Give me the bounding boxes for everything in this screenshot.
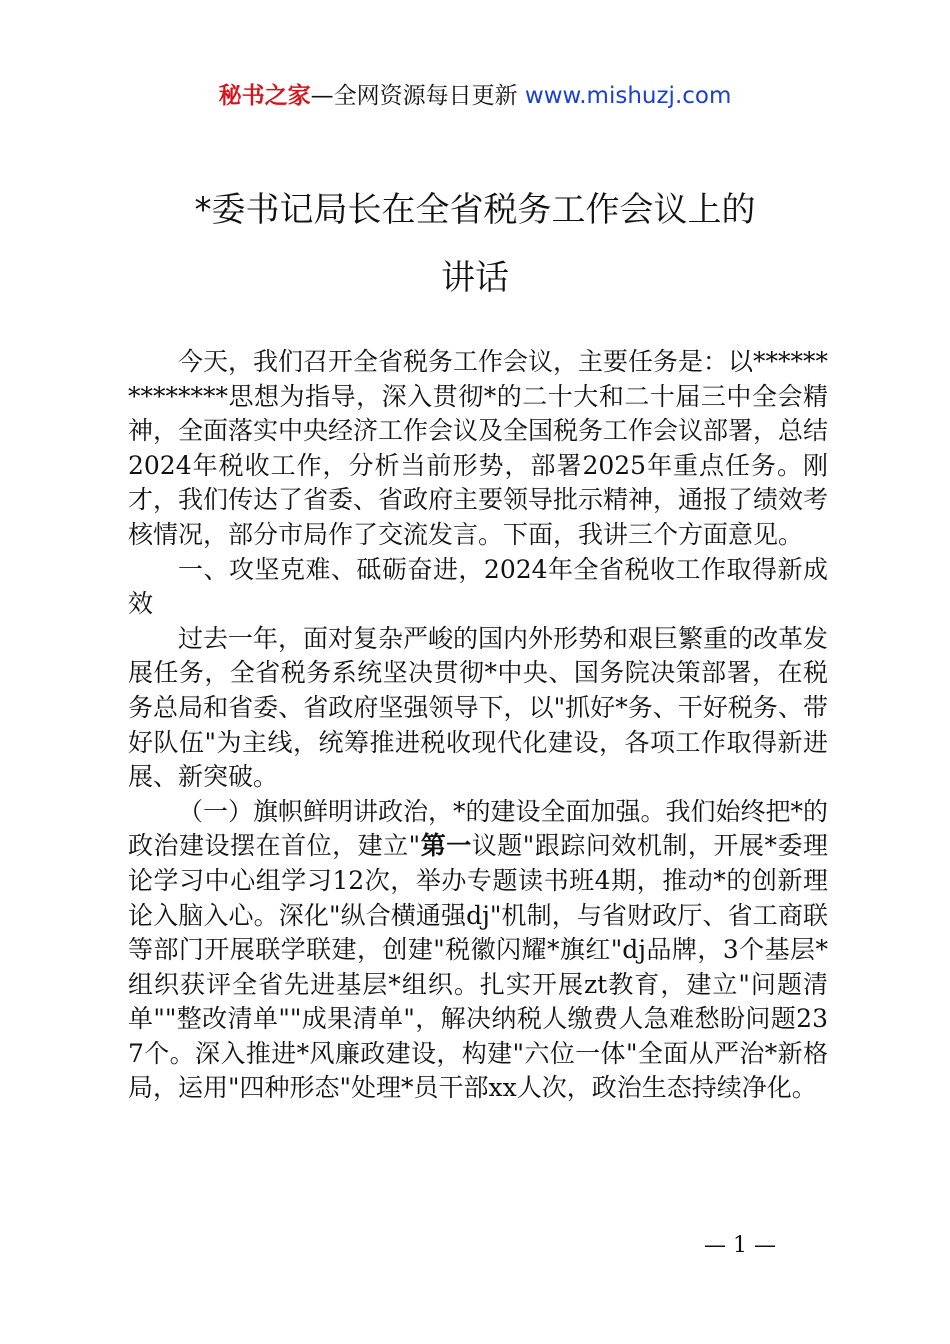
section-1-heading: 一、攻坚克难、砥砺奋进，2024年全省税收工作取得新成效: [128, 554, 828, 619]
subsection-1-bold-text: 第一: [420, 831, 472, 861]
title-line-1: *委书记局长在全省税务工作会议上的: [194, 190, 756, 230]
page-number: — 1 —: [704, 1233, 776, 1258]
document-title: [90, 176, 860, 312]
document-body: [128, 345, 828, 1106]
subsection-1-text-b: 议题"跟踪问效机制，开展*委理论学习中心组学习12次，举办专题读书班4期，推动*的创新理论入脑入心。深化"纵合横通强dj"机制，与省财政厅、省工商联等部门开展联学联建，创建"税徽闪耀*旗红"dj品牌，3个基层*组织获评全省先进基层*组织。扎实开展zt教育，建立"问题清单""整改清单""成果清单"，解决纳税人缴费人急难愁盼问题237个。深入推进*风廉政建设，构建"六位一体"全面从严治*新格局，运用"四种形态"处理*员干部xx人次，政治生态持续净化。: [128, 831, 828, 1103]
banner-slogan: —全网资源每日更新: [310, 83, 518, 109]
title-line-2: 讲话: [441, 258, 509, 298]
intro-paragraph: 今天，我们召开全省税务工作会议，主要任务是：以**************思想为指导，深入贯彻*的二十大和二十届三中全会精神，全面落实中央经济工作会议及全国税务工作会议部署，总结2024年税收工作，分析当前形势，部署2025年重点任务。刚才，我们传达了省委、省政府主要领导批示精神，通报了绩效考核情况，部分市局作了交流发言。下面，我讲三个方面意见。: [128, 347, 829, 549]
subsection-1-text-a: （一）旗帜鲜明讲政治，*的建设全面加强。我们始终把*的政治建设摆在首位，建立": [128, 796, 829, 861]
site-banner: [0, 80, 950, 112]
banner-brand: 秘书之家: [218, 83, 311, 109]
banner-url-link[interactable]: www.mishuzj.com: [524, 83, 732, 109]
section-1-paragraph: 过去一年，面对复杂严峻的国内外形势和艰巨繁重的改革发展任务，全省税务系统坚决贯彻*中央、国务院决策部署，在税务总局和省委、省政府坚强领导下，以"抓好*务、干好税务、带好队伍"为主线，统筹推进税收现代化建设，各项工作取得新进展、新突破。: [128, 623, 829, 792]
subsection-1-paragraph: [128, 795, 828, 1106]
